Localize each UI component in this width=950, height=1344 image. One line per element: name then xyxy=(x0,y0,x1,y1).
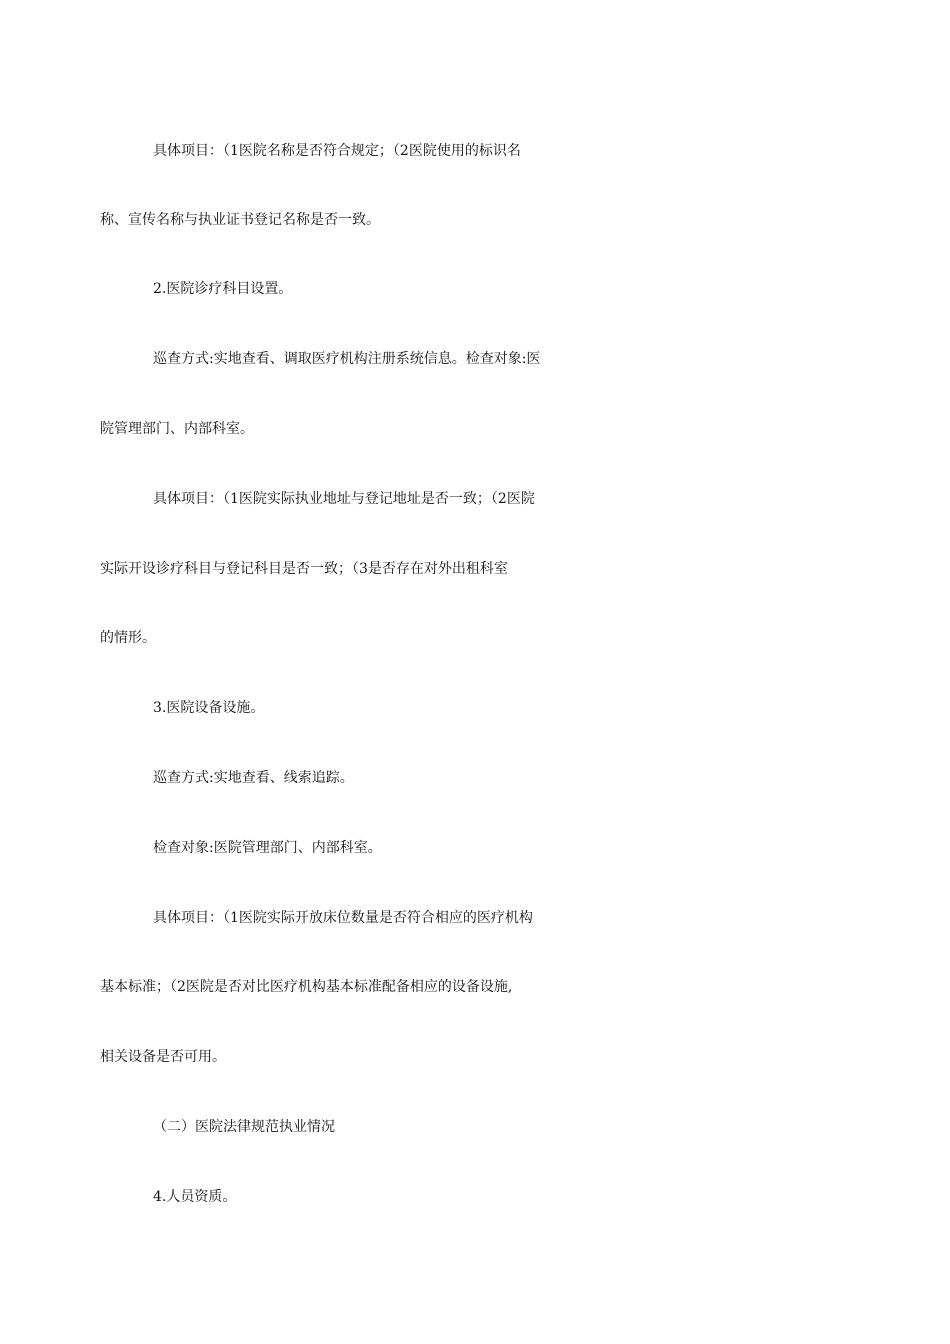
paragraph-line: 具体项目：（1医院名称是否符合规定；（2医院使用的标识名 xyxy=(153,143,521,159)
paragraph-line: 称、宣传名称与执业证书登记名称是否一致。 xyxy=(100,212,380,228)
paragraph-line: 的情形。 xyxy=(100,630,156,646)
paragraph-line: 基本标准；（2医院是否对比医疗机构基本标准配备相应的设备设施, xyxy=(100,979,513,995)
section-heading: 4.人员资质。 xyxy=(153,1189,237,1205)
chapter-heading: （二）医院法律规范执业情况 xyxy=(153,1119,335,1135)
paragraph-line: 相关设备是否可用。 xyxy=(100,1049,226,1065)
paragraph-line: 具体项目：（1医院实际执业地址与登记地址是否一致；（2医院 xyxy=(153,491,535,507)
paragraph-line: 巡查方式:实地查看、线索追踪。 xyxy=(153,770,354,786)
paragraph-line: 实际开设诊疗科目与登记科目是否一致；（3是否存在对外出租科室 xyxy=(100,561,508,577)
section-heading: 2.医院诊疗科目设置。 xyxy=(153,281,293,297)
paragraph-line: 院管理部门、内部科室。 xyxy=(100,421,254,437)
paragraph-line: 巡查方式:实地查看、调取医疗机构注册系统信息。检查对象:医 xyxy=(153,351,541,367)
paragraph-line: 检查对象:医院管理部门、内部科室。 xyxy=(153,840,382,856)
section-heading: 3.医院设备设施。 xyxy=(153,700,265,716)
paragraph-line: 具体项目：（1医院实际开放床位数量是否符合相应的医疗机构 xyxy=(153,910,533,926)
